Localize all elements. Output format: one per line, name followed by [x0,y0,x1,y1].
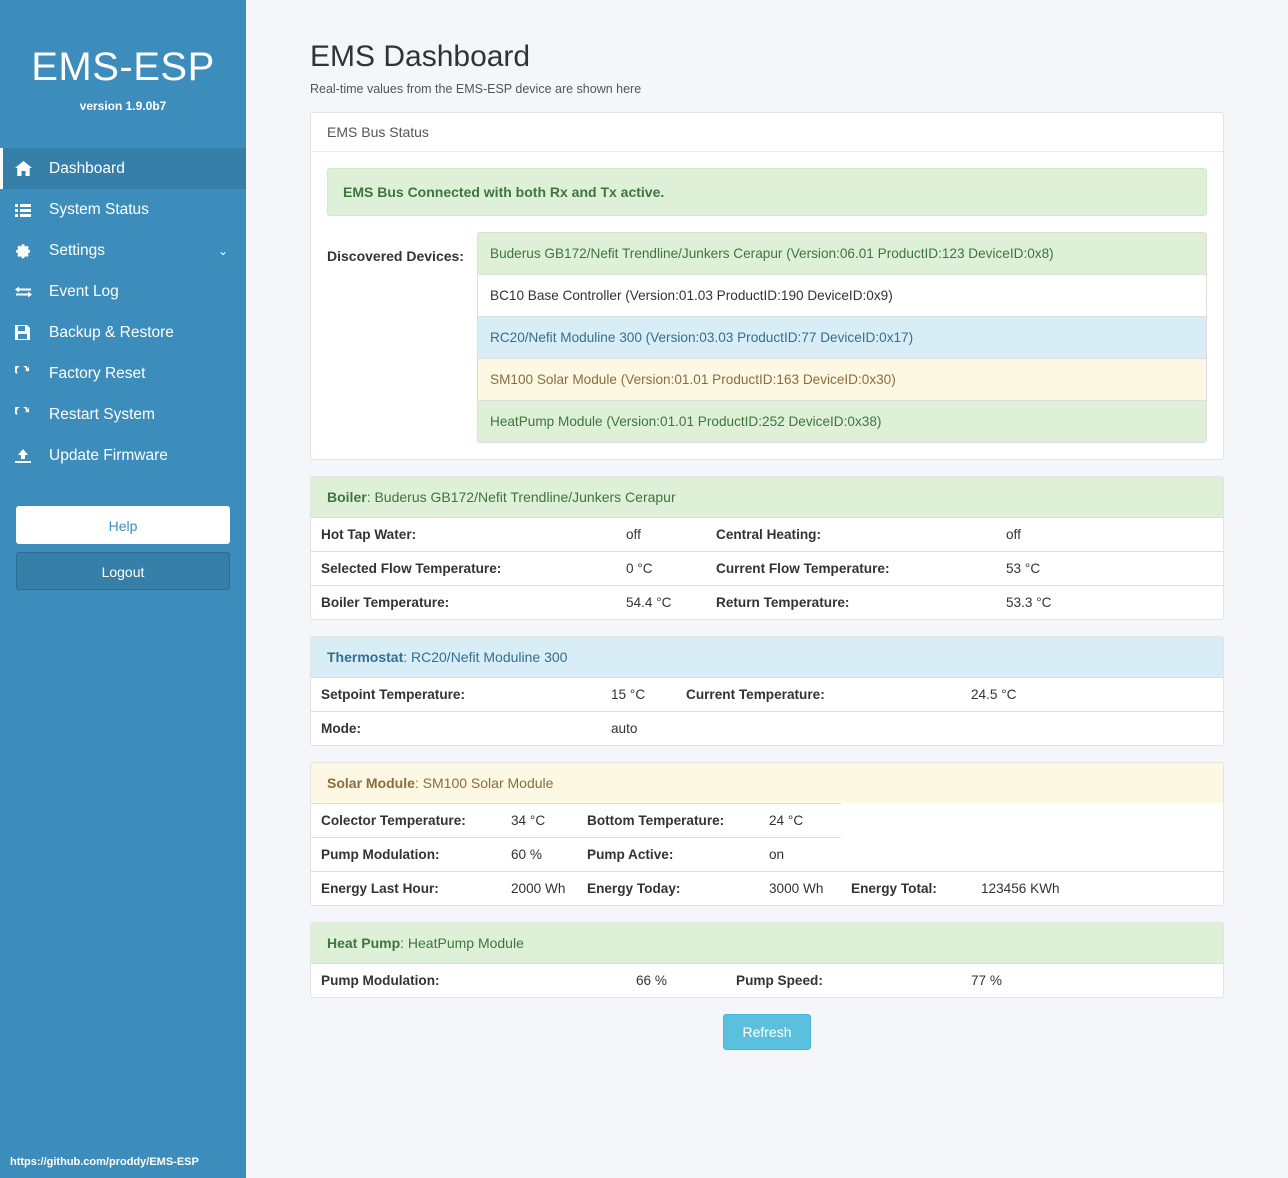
cell-value: 0 °C [616,552,706,586]
status-icon [15,203,41,217]
sidebar-item-factory-reset[interactable] [0,353,246,394]
cell-value: 2000 Wh [501,872,577,906]
cell-value: 53.3 °C [996,586,1223,620]
page-title: EMS Dashboard [310,40,531,73]
table-row [311,872,1223,906]
cell-value [971,838,1223,872]
github-link[interactable]: https://github.com/proddy/EMS-ESP [10,1156,199,1168]
cell-key: Colector Temperature: [311,804,501,838]
cell-key: Current Temperature: [676,678,961,712]
cell-value: 60 % [501,838,577,872]
heat-pump-card [310,922,1224,998]
sidebar-item-label: Settings [49,241,106,259]
table-row [311,838,1223,872]
cell-key: Setpoint Temperature: [311,678,601,712]
help-button[interactable]: Help [16,506,230,544]
list-item: HeatPump Module (Version:01.01 ProductID:252 DeviceID:0x38) [478,401,1206,442]
cell-key: Pump Active: [577,838,759,872]
save-icon [15,325,41,340]
solar-card-header [311,763,1223,803]
discovered-devices-row [311,232,1223,459]
list-item: Buderus GB172/Nefit Trendline/Junkers Cerapur (Version:06.01 ProductID:123 DeviceID:0x8) [478,233,1206,275]
cell-value: off [996,518,1223,552]
sidebar-item-label: Event Log [49,282,119,300]
cell-value: 66 % [626,964,726,998]
table-row [311,518,1223,552]
main-content [246,0,1288,1178]
sidebar-item-settings[interactable] [0,230,246,271]
cell-value: 53 °C [996,552,1223,586]
table-row [311,552,1223,586]
cell-value: 54.4 °C [616,586,706,620]
table-row [311,804,1223,838]
cell-key: Energy Last Hour: [311,872,501,906]
cell-value: 24 °C [759,804,841,838]
boiler-card-title: Boiler [327,489,367,506]
cell-key: Boiler Temperature: [311,586,616,620]
sidebar-item-update-firmware[interactable] [0,435,246,476]
gear-icon [15,243,41,259]
solar-card-subtitle: : SM100 Solar Module [414,775,554,792]
list-item: SM100 Solar Module (Version:01.01 ProductID:163 DeviceID:0x30) [478,359,1206,401]
heatpump-card-header [311,923,1223,963]
cell-value: 123456 KWh [971,872,1223,906]
list-item: BC10 Base Controller (Version:01.03 ProductID:190 DeviceID:0x9) [478,275,1206,317]
sidebar-item-label: Restart System [49,405,155,423]
refresh-wrapper [310,1014,1224,1050]
cell-key: Current Flow Temperature: [706,552,996,586]
table-row [311,678,1223,712]
sidebar-item-system-status[interactable] [0,189,246,230]
cell-value: 3000 Wh [759,872,841,906]
table-row [311,586,1223,620]
discovered-devices-list [477,232,1207,443]
cell-value: 34 °C [501,804,577,838]
cell-key: Pump Modulation: [311,838,501,872]
boiler-card [310,476,1224,620]
cell-value: off [616,518,706,552]
cell-value [971,804,1223,838]
solar-module-card [310,762,1224,906]
cell-key: Central Heating: [706,518,996,552]
panel-body [311,152,1223,232]
cell-key [841,804,971,838]
brand-version: version 1.9.0b7 [79,99,167,113]
exchange-icon [15,285,41,299]
cell-key: Selected Flow Temperature: [311,552,616,586]
solar-card-title: Solar Module [327,775,415,792]
brand [0,0,246,148]
panel-title: EMS Bus Status [311,113,1223,152]
list-item: RC20/Nefit Moduline 300 (Version:03.03 ProductID:77 DeviceID:0x17) [478,317,1206,359]
sidebar-item-label: Dashboard [49,159,125,177]
cell-key: Mode: [311,712,601,746]
upload-icon [15,449,41,463]
cell-key: Energy Today: [577,872,759,906]
sidebar-item-restart-system[interactable] [0,394,246,435]
refresh-icon [15,366,41,381]
cell-key: Bottom Temperature: [577,804,759,838]
logout-button[interactable]: Logout [16,552,230,590]
heatpump-table [311,963,1223,997]
sidebar-item-dashboard[interactable] [0,148,246,189]
thermostat-card-title: Thermostat [327,649,404,666]
sidebar-item-backup-restore[interactable] [0,312,246,353]
sidebar [0,0,246,1178]
table-row [311,712,1223,746]
thermostat-table [311,677,1223,745]
sidebar-item-label: Backup & Restore [49,323,174,341]
cell-value: 24.5 °C [961,678,1223,712]
cell-key: Hot Tap Water: [311,518,616,552]
thermostat-card [310,636,1224,746]
refresh-button[interactable]: Refresh [723,1014,810,1050]
chevron-down-icon: ⌄ [217,243,228,258]
ems-bus-status-panel [310,112,1224,460]
solar-table [311,803,1223,905]
sidebar-buttons [0,506,246,590]
cell-value: auto [601,712,1223,746]
boiler-card-header [311,477,1223,517]
thermostat-card-subtitle: : RC20/Nefit Moduline 300 [403,649,568,666]
heatpump-card-title: Heat Pump [327,935,401,952]
brand-title: EMS-ESP [31,45,215,89]
table-row [311,964,1223,998]
restart-icon [15,407,41,422]
home-icon [15,161,41,176]
sidebar-item-label: Factory Reset [49,364,146,382]
boiler-card-subtitle: : Buderus GB172/Nefit Trendline/Junkers Cerapur [366,489,676,506]
heatpump-card-subtitle: : HeatPump Module [400,935,524,952]
cell-key [841,838,971,872]
cell-key: Return Temperature: [706,586,996,620]
cell-value: 77 % [961,964,1223,998]
sidebar-nav [0,148,246,476]
bus-status-alert: EMS Bus Connected with both Rx and Tx active. [327,168,1207,216]
sidebar-item-label: System Status [49,200,149,218]
cell-key: Pump Modulation: [311,964,626,998]
page-subtitle: Real-time values from the EMS-ESP device are shown here [310,82,642,96]
discovered-devices-label: Discovered Devices: [327,248,464,264]
sidebar-item-event-log[interactable] [0,271,246,312]
boiler-table [311,517,1223,619]
cell-value: on [759,838,841,872]
thermostat-card-header [311,637,1223,677]
sidebar-item-label: Update Firmware [49,446,168,464]
cell-value: 15 °C [601,678,676,712]
cell-key: Pump Speed: [726,964,961,998]
cell-key: Energy Total: [841,872,971,906]
